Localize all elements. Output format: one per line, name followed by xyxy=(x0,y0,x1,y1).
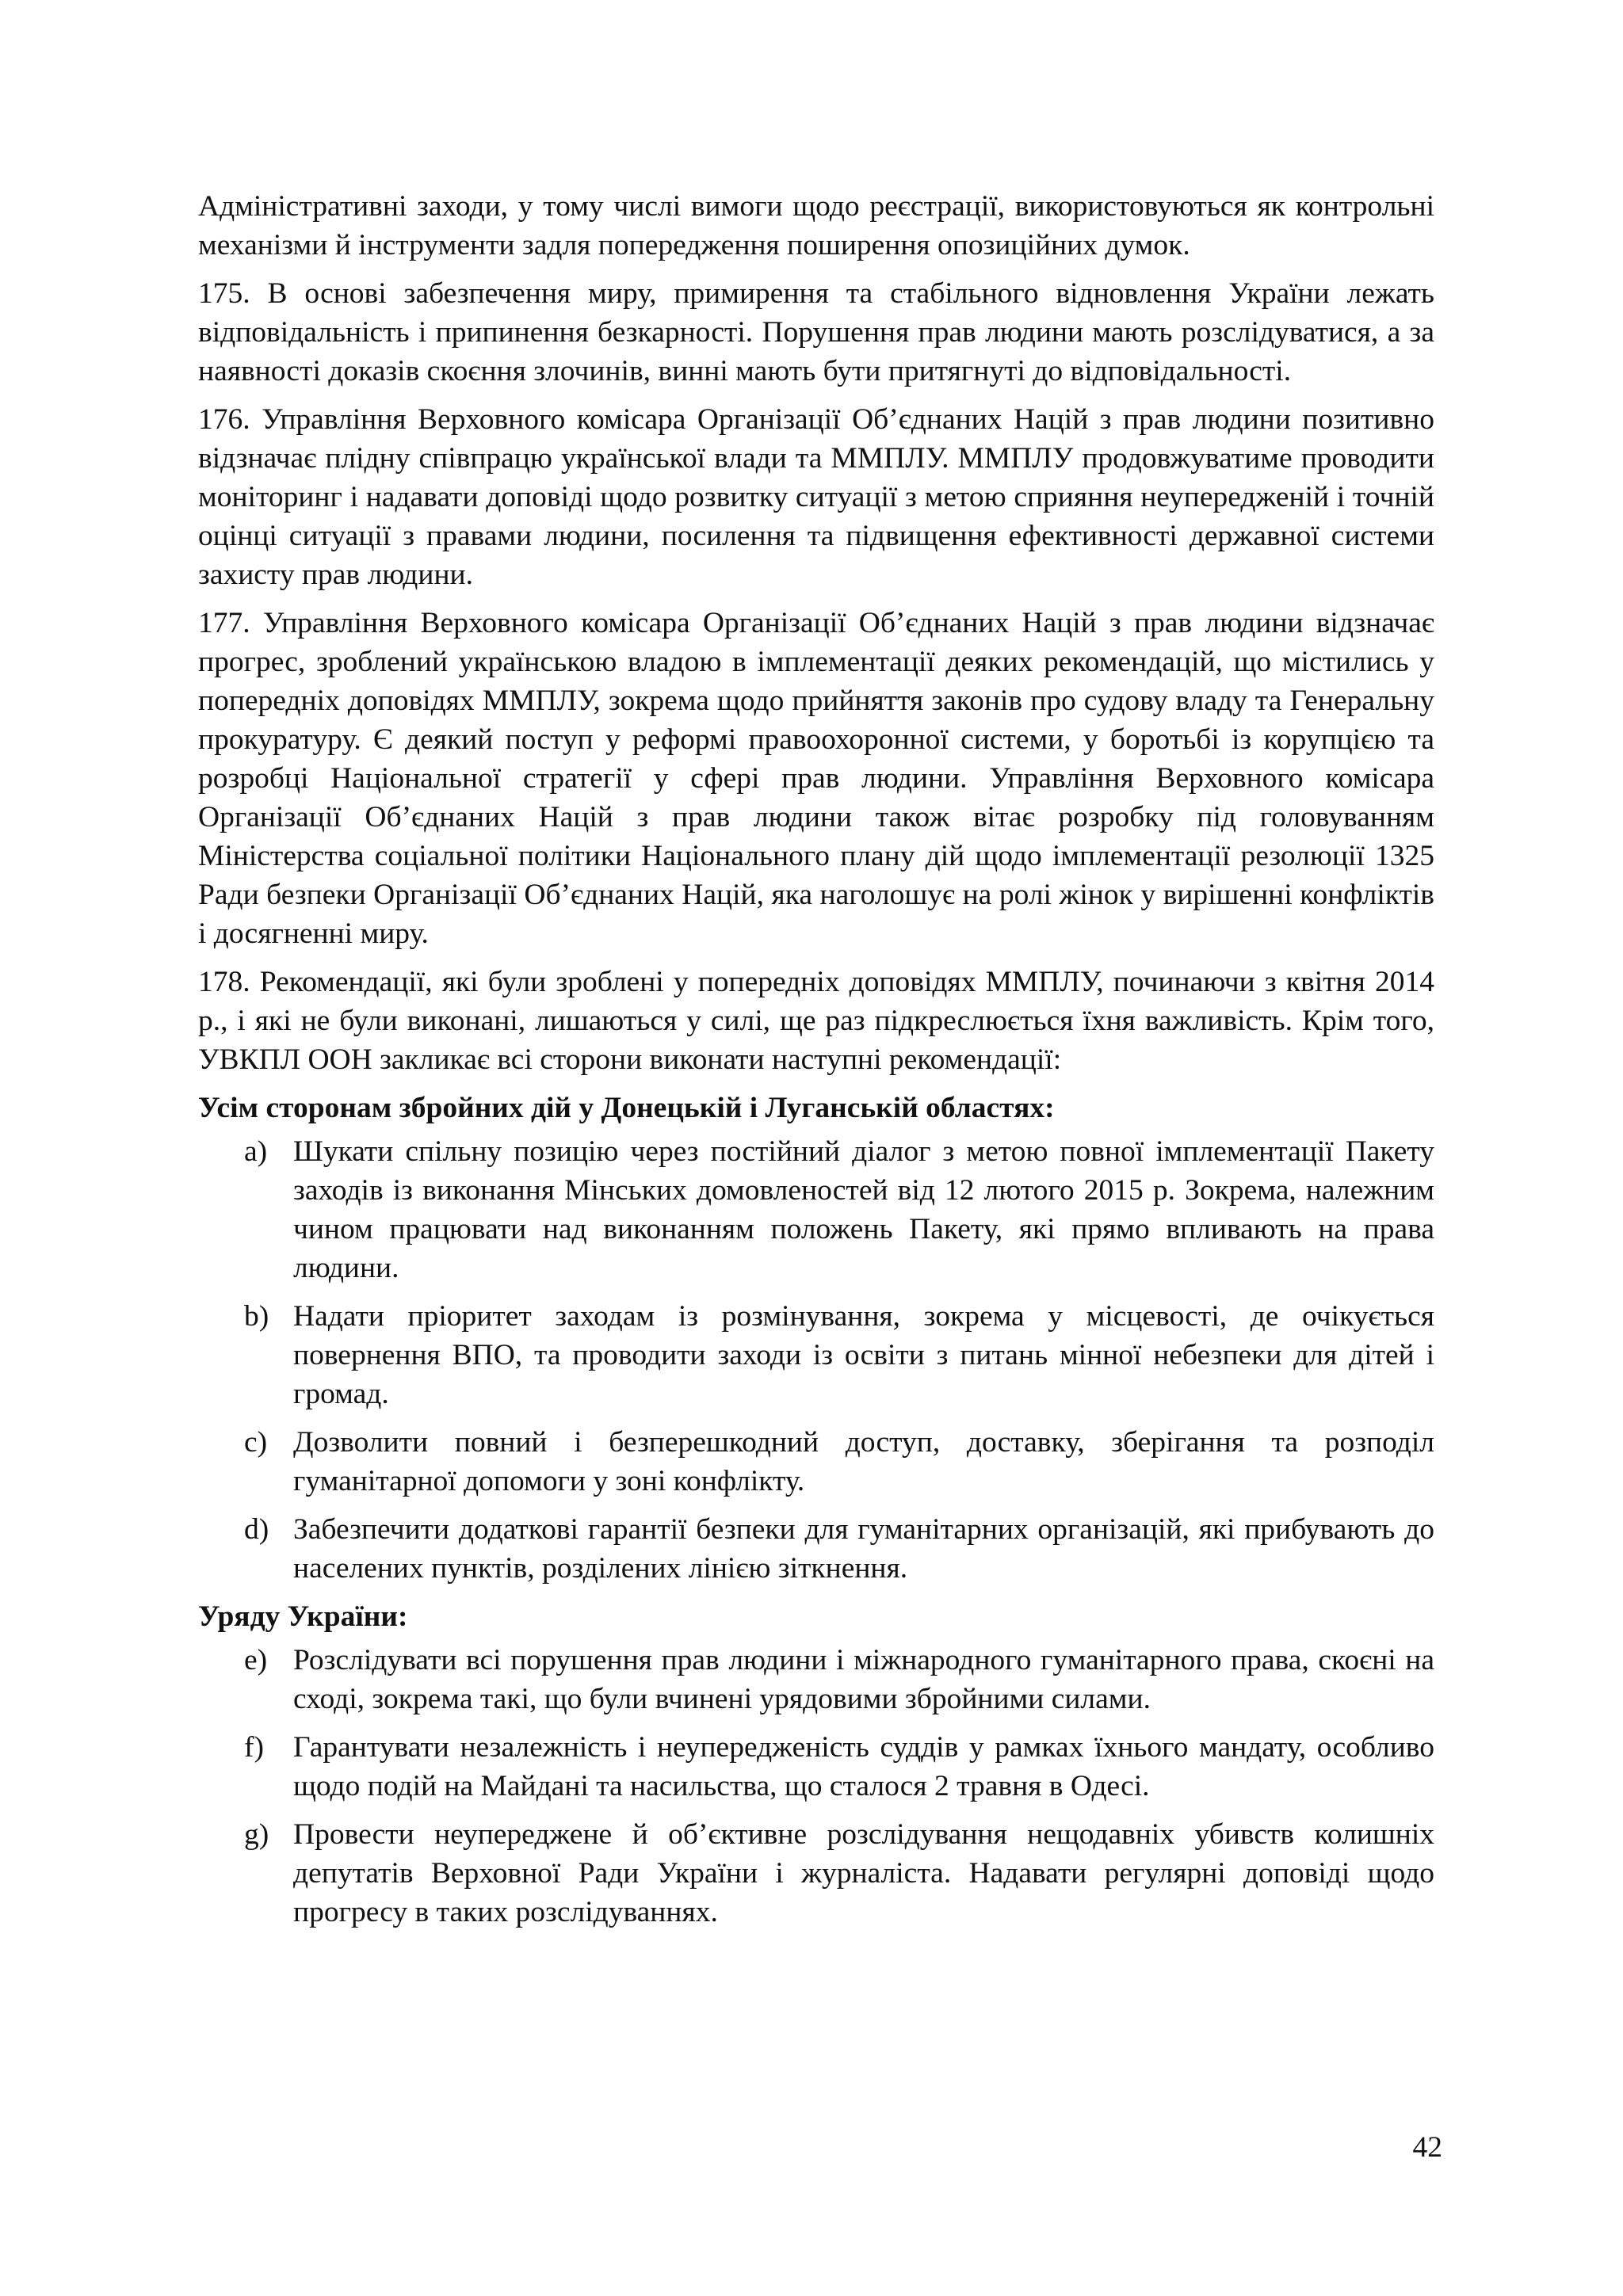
recommendation-item-f xyxy=(198,1728,1434,1806)
recommendation-text: Дозволити повний і безперешкодний доступ, доставку, зберігання та розподіл гуманітарної допомоги у зоні конфлікту. xyxy=(293,1426,1434,1497)
recommendation-letter: e) xyxy=(244,1644,268,1676)
recommendation-list-all-parties xyxy=(198,1132,1434,1588)
recommendation-item-a xyxy=(198,1132,1434,1287)
recommendation-item-e xyxy=(198,1641,1434,1718)
recommendation-item-c xyxy=(198,1423,1434,1501)
paragraph-176: 176. Управління Верховного комісара Організації Об’єднаних Націй з прав людини позитивно відзначає плідну співпрацю української влади та ММПЛУ. ММПЛУ продовжуватиме проводити моніторинг і надавати доповіді щодо розвитку ситуації з метою сприяння неупередженій і точній оцінці ситуації з правами людини, посилення та підвищення ефективності державної системи захисту прав людини. xyxy=(198,403,1434,591)
recommendation-letter: b) xyxy=(244,1300,269,1333)
recommendation-text: Надати пріоритет заходам із розмінування, зокрема у місцевості, де очікується повернення ВПО, та проводити заходи із освіти з питань мінної небезпеки для дітей і громад. xyxy=(293,1300,1434,1410)
recommendation-item-b xyxy=(198,1297,1434,1413)
recommendation-letter: a) xyxy=(244,1135,268,1168)
paragraph-178: 178. Рекомендації, які були зроблені у попередніх доповідях ММПЛУ, починаючи з квітня 2014 р., і які не були виконані, лишаються у силі, ще раз підкреслюється їхня важливість. Крім того, УВКПЛ ООН закликає всі сторони виконати наступні рекомендації: xyxy=(198,966,1434,1076)
page-number: 42 xyxy=(1412,2131,1442,2164)
recommendation-item-g xyxy=(198,1815,1434,1932)
section-heading-government: Уряду України: xyxy=(198,1600,408,1633)
paragraph-continuation: Адміністративні заходи, у тому числі вимоги щодо реєстрації, використовуються як контрольні механізми й інструменти задля попередження поширення опозиційних думок. xyxy=(198,190,1434,261)
recommendation-letter: f) xyxy=(244,1731,264,1764)
recommendation-text: Забезпечити додаткові гарантії безпеки для гуманітарних організацій, які прибувають до населених пунктів, розділених лінією зіткнення. xyxy=(293,1513,1434,1585)
paragraph-175: 175. В основі забезпечення миру, примирення та стабільного відновлення України лежать відповідальність і припинення безкарності. Порушення прав людини мають розслідуватися, а за наявності доказів скоєння злочинів, винні мають бути притягнуті до відповідальності. xyxy=(198,277,1434,387)
section-all-parties xyxy=(198,1089,1434,1588)
recommendation-letter: g) xyxy=(244,1818,269,1851)
recommendation-item-d xyxy=(198,1510,1434,1588)
document-page xyxy=(198,187,1434,1941)
recommendation-text: Провести неупереджене й об’єктивне розслідування нещодавніх убивств колишніх депутатів Верховної Ради України і журналіста. Надавати регулярні доповіді щодо прогресу в таких розслідуваннях. xyxy=(293,1818,1434,1928)
section-heading-all-parties: Усім сторонам збройних дій у Донецькій і Луганській областях: xyxy=(198,1092,1055,1124)
recommendation-text: Шукати спільну позицію через постійний діалог з метою повної імплементації Пакету заходів із виконання Мінських домовленостей від 12 лютого 2015 р. Зокрема, належним чином працювати над виконанням положень Пакету, які прямо впливають на права людини. xyxy=(293,1135,1434,1284)
recommendation-letter: c) xyxy=(244,1426,268,1459)
paragraph-177: 177. Управління Верховного комісара Організації Об’єднаних Націй з прав людини відзначає прогрес, зроблений українською владою в імплементації деяких рекомендацій, що містились у попередніх доповідях ММПЛУ, зокрема щодо прийняття законів про судову владу та Генеральну прокуратуру. Є деякий поступ у реформі правоохоронної системи, у боротьбі із корупцією та розробці Національної стратегії у сфері прав людини. Управління Верховного комісара Організації Об’єднаних Націй з прав людини також вітає розробку під головуванням Міністерства соціальної політики Національного плану дій щодо імплементації резолюції 1325 Ради безпеки Організації Об’єднаних Націй, яка наголошує на ролі жінок у вирішенні конфліктів і досягненні миру. xyxy=(198,607,1434,950)
recommendation-text: Гарантувати незалежність і неупередженість суддів у рамках їхнього мандату, особливо щодо подій на Майдані та насильства, що сталося 2 травня в Одесі. xyxy=(293,1731,1434,1802)
recommendation-text: Розслідувати всі порушення прав людини і міжнародного гуманітарного права, скоєні на сході, зокрема такі, що були вчинені урядовими збройними силами. xyxy=(293,1644,1434,1715)
recommendation-letter: d) xyxy=(244,1513,269,1546)
recommendation-list-government xyxy=(198,1641,1434,1932)
section-government xyxy=(198,1597,1434,1932)
